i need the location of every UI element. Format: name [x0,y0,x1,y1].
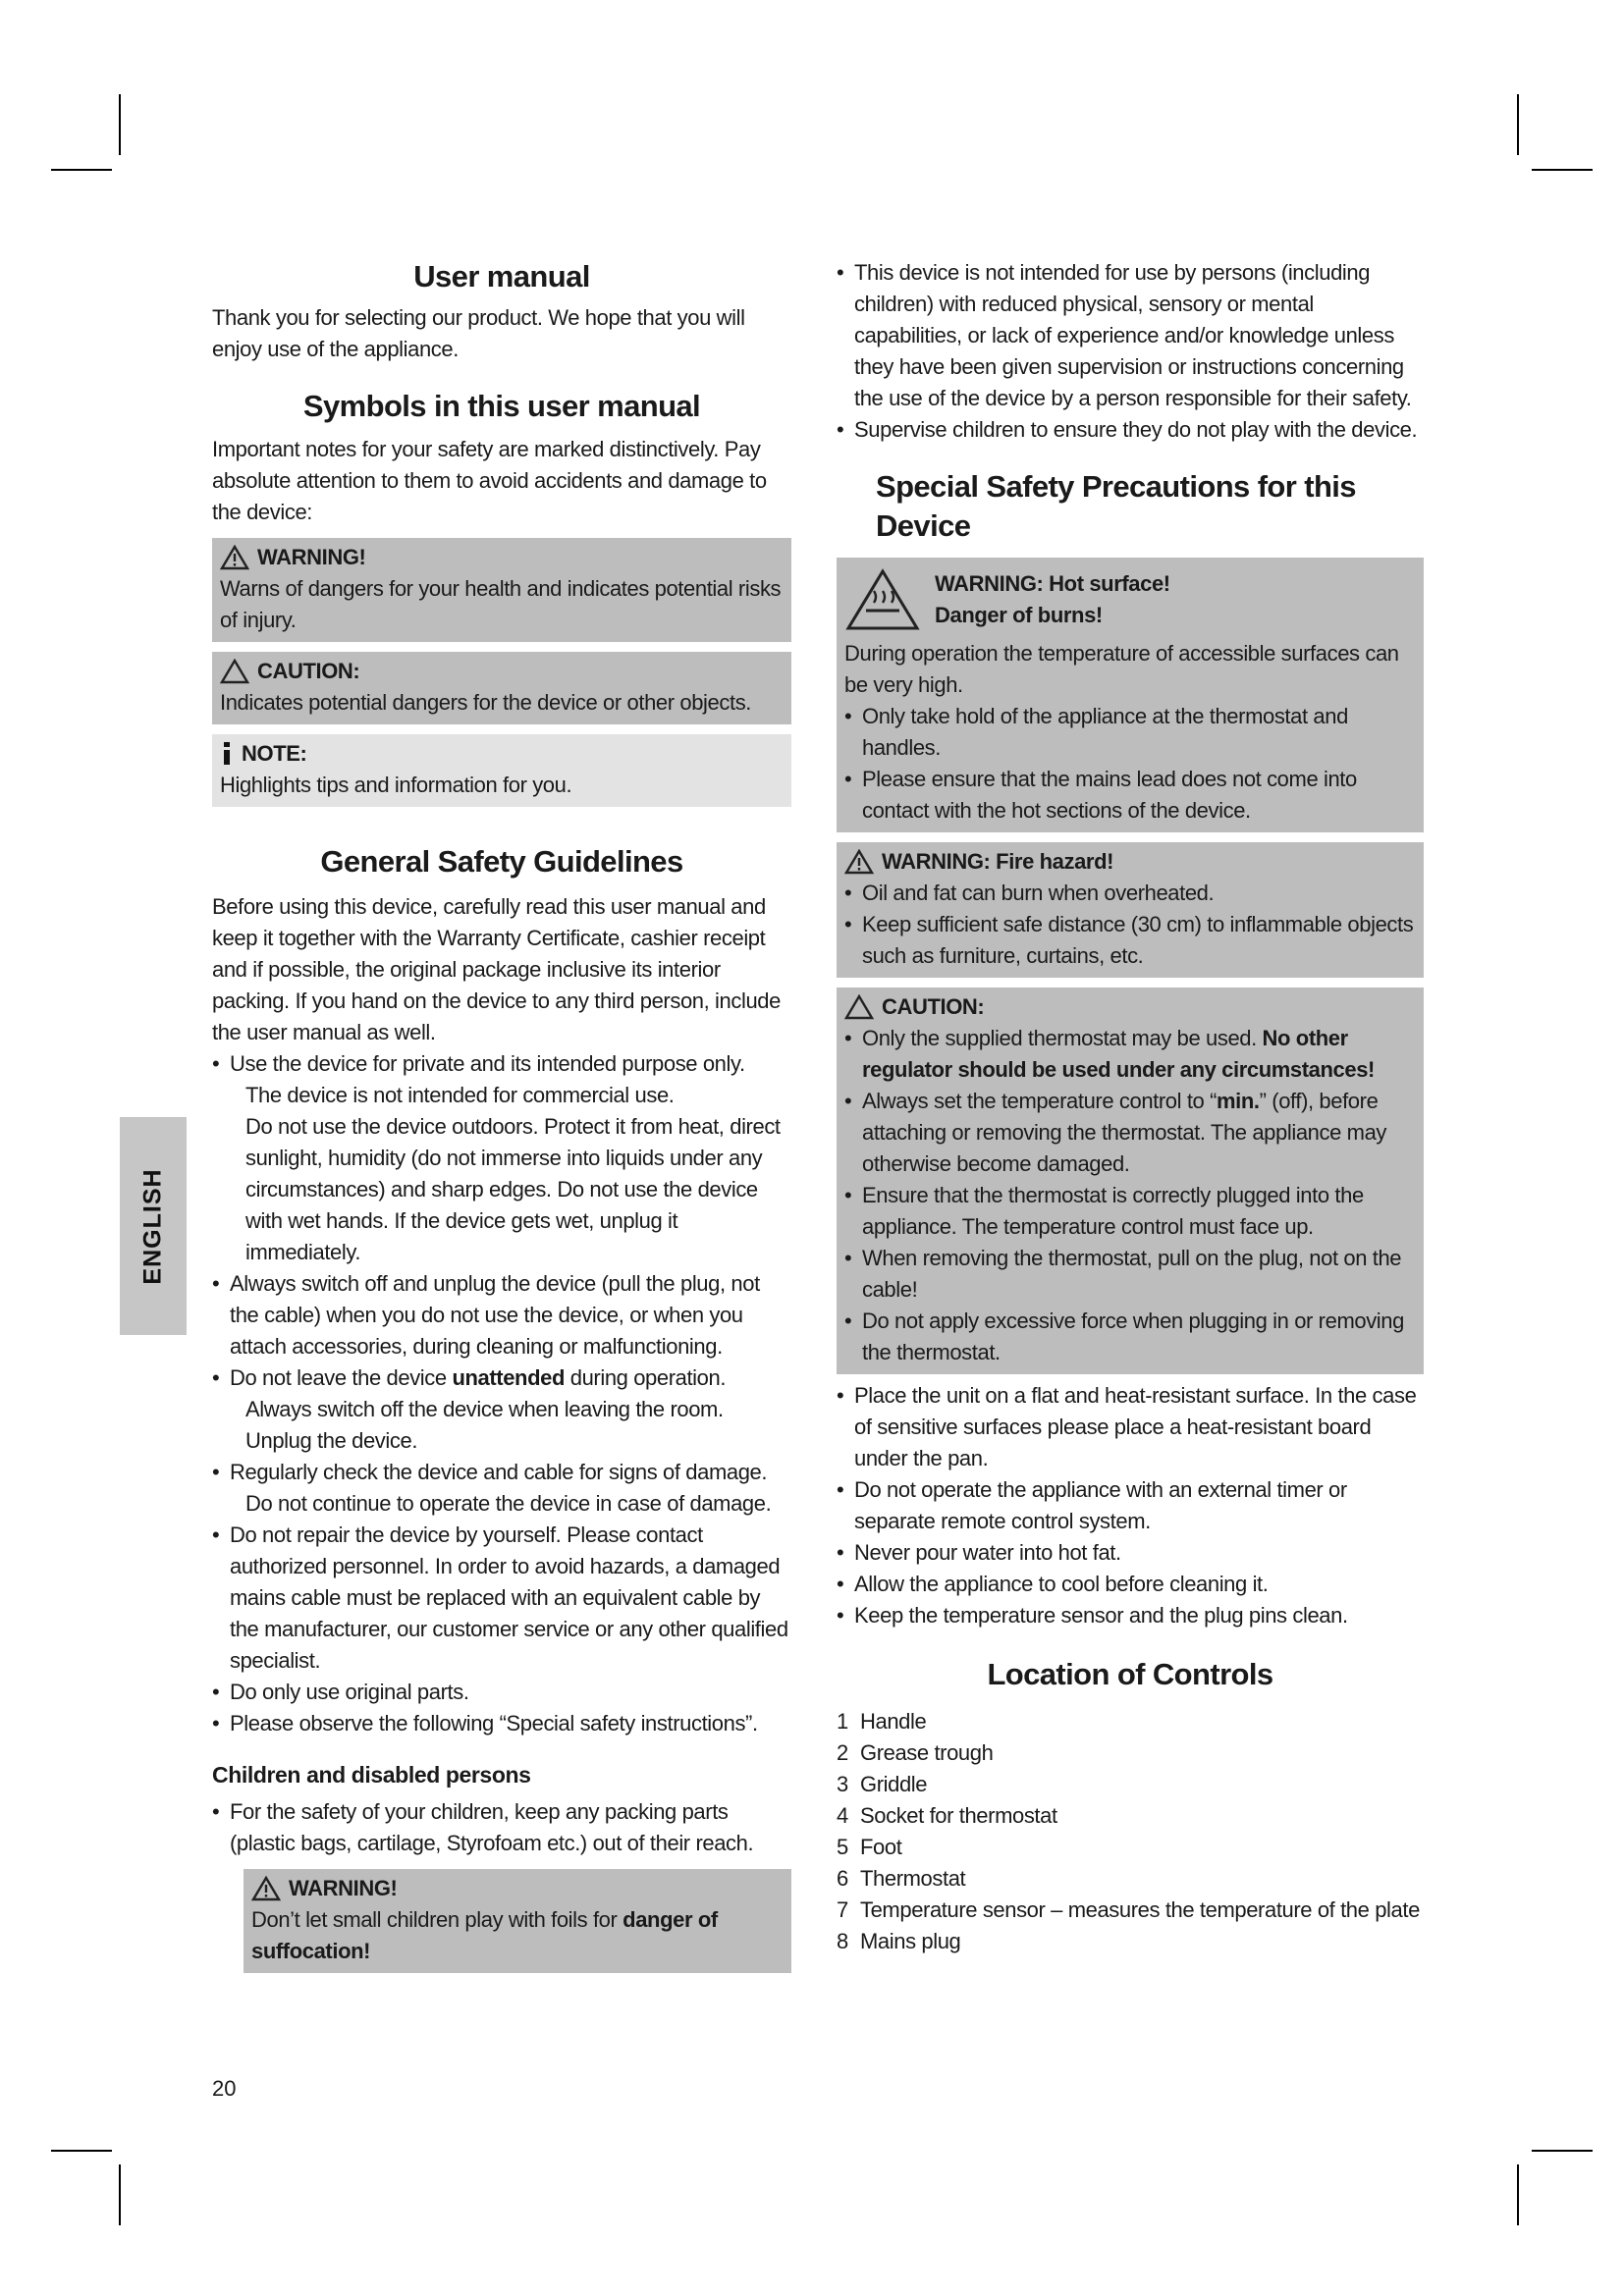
caution-box [837,988,1424,1374]
crop-mark [1532,2150,1593,2152]
list-item: • Keep sufficient safe distance (30 cm) to inflammable objects such as furniture, curtains, etc. [844,909,1416,972]
list-item: 7 Temperature sensor – measures the temperature of the plate [837,1897,1420,1922]
list-item: • Do not repair the device by yourself. Please contact authorized personnel. In order to avoid hazards, a damaged mains cable must be replaced with an equivalent cable by the manufacturer, our customer service or any other qualified specialist. [212,1520,791,1677]
caution-text: Indicates potential dangers for the device or other objects. [220,690,752,715]
hot-surface-title: WARNING: Hot surface! [935,571,1170,596]
hot-surface-box [837,558,1424,832]
hot-surface-list [844,701,1416,827]
fire-hazard-list [844,878,1416,972]
list-item: • Use the device for private and its intended purpose only. The device is not intended for commercial use. Do not use the device outdoors. Protect it from heat, direct sunlight, humidity (do not immerse into liquids under any circumstances) and sharp edges. Do not use the device with wet hands. If the device gets wet, unplug it immediately. [212,1048,791,1268]
children-warning-box [244,1869,791,1973]
controls-list [837,1706,1424,1957]
placement-list [837,1380,1424,1631]
crop-mark [1532,169,1593,171]
page-title: User manual [413,259,590,294]
list-item: 5 Foot [837,1835,902,1859]
language-tab [120,1117,187,1335]
info-icon [220,741,234,767]
list-item: • Place the unit on a flat and heat-resistant surface. In the case of sensitive surfaces please place a heat-resistant board under the pan. [837,1380,1424,1474]
crop-mark [51,169,112,171]
general-heading: General Safety Guidelines [320,844,683,879]
language-tab-label: ENGLISH [138,1167,167,1285]
general-list [212,1048,791,1739]
crop-mark [1517,2164,1519,2225]
special-heading: Special Safety Precautions for this Device [876,469,1356,543]
crop-mark [119,94,121,155]
children-heading: Children and disabled persons [212,1762,531,1788]
warning-icon [220,545,249,570]
list-item: 2 Grease trough [837,1740,994,1765]
fire-hazard-box [837,842,1424,978]
hot-surface-subtitle: Danger of burns! [935,603,1103,627]
children-list [212,1796,791,1859]
caution-list [844,1023,1416,1368]
list-item: • Do only use original parts. [212,1677,791,1708]
intro-text: Thank you for selecting our product. We hope that you will enjoy use of the appliance. [212,305,745,361]
list-item: • Only take hold of the appliance at the thermostat and handles. [844,701,1416,764]
list-item: • Always switch off and unplug the device (pull the plug, not the cable) when you do not use the device, or when you attach accessories, during cleaning or malfunctioning. [212,1268,791,1362]
list-item: • Never pour water into hot fat. [837,1537,1424,1569]
caution-title: CAUTION: [882,994,985,1019]
list-item: • Allow the appliance to cool before cleaning it. [837,1569,1424,1600]
list-item: • Please observe the following “Special safety instructions”. [212,1708,791,1739]
list-item: • Do not leave the device unattended during operation. Always switch off the device when leaving the room. Unplug the device. [212,1362,791,1457]
warning-icon [251,1876,281,1901]
list-item: • Always set the temperature control to “min.” (off), before attaching or removing the thermostat. The appliance may otherwise become damaged. [844,1086,1416,1180]
symbols-heading: Symbols in this user manual [302,389,701,423]
warning-title: WARNING! [257,545,366,569]
caution-box [212,652,791,724]
caution-icon [220,659,249,684]
caution-title: CAUTION: [257,659,360,683]
note-box [212,734,791,807]
hot-surface-text: During operation the temperature of accessible surfaces can be very high. [844,641,1399,697]
list-item: • Only the supplied thermostat may be used. No other regulator should be used under any circumstances! [844,1023,1416,1086]
symbols-intro: Important notes for your safety are marked distinctively. Pay absolute attention to them to avoid accidents and damage to the device: [212,437,767,524]
persons-list [837,257,1424,446]
note-title: NOTE: [242,741,307,766]
list-item: • Keep the temperature sensor and the plug pins clean. [837,1600,1424,1631]
list-item: 3 Griddle [837,1772,928,1796]
list-item: 8 Mains plug [837,1929,961,1953]
list-item: • Regularly check the device and cable for signs of damage. Do not continue to operate the device in case of damage. [212,1457,791,1520]
fire-hazard-title: WARNING: Fire hazard! [882,849,1114,874]
list-item: • Do not operate the appliance with an external timer or separate remote control system. [837,1474,1424,1537]
general-intro: Before using this device, carefully read this user manual and keep it together with the Warranty Certificate, cashier receipt and if possible, the original package inclusive its interior packing. If you hand on the device to any third person, include the user manual as well. [212,894,781,1044]
list-item: 4 Socket for thermostat [837,1803,1057,1828]
list-item: • Please ensure that the mains lead does not come into contact with the hot sections of the device. [844,764,1416,827]
warning-text: Warns of dangers for your health and indicates potential risks of injury. [220,576,782,632]
location-heading: Location of Controls [987,1657,1273,1691]
crop-mark [1517,94,1519,155]
list-item: 6 Thermostat [837,1866,966,1891]
list-item: • Oil and fat can burn when overheated. [844,878,1416,909]
children-warning-text: Don’t let small children play with foils for danger of suffocation! [251,1907,718,1963]
list-item: • For the safety of your children, keep any packing parts (plastic bags, cartilage, Styrofoam etc.) out of their reach. [212,1796,791,1859]
page-number: 20 [212,2076,237,2101]
warning-icon [844,849,874,875]
list-item: • Supervise children to ensure they do not play with the device. [837,414,1424,446]
warning-box [212,538,791,642]
note-text: Highlights tips and information for you. [220,773,572,797]
list-item: • Do not apply excessive force when plugging in or removing the thermostat. [844,1306,1416,1368]
right-column [837,257,1424,1957]
left-column [212,257,791,1973]
list-item: • Ensure that the thermostat is correctly plugged into the appliance. The temperature control must face up. [844,1180,1416,1243]
hot-surface-icon [844,567,921,632]
caution-icon [844,994,874,1020]
children-warning-title: WARNING! [289,1876,398,1900]
list-item: • When removing the thermostat, pull on the plug, not on the cable! [844,1243,1416,1306]
list-item: • This device is not intended for use by persons (including children) with reduced physical, sensory or mental capabilities, or lack of experience and/or knowledge unless they have been given supervision or instructions concerning the use of the device by a person responsible for their safety. [837,257,1424,414]
list-item: 1 Handle [837,1709,927,1734]
crop-mark [119,2164,121,2225]
crop-mark [51,2150,112,2152]
